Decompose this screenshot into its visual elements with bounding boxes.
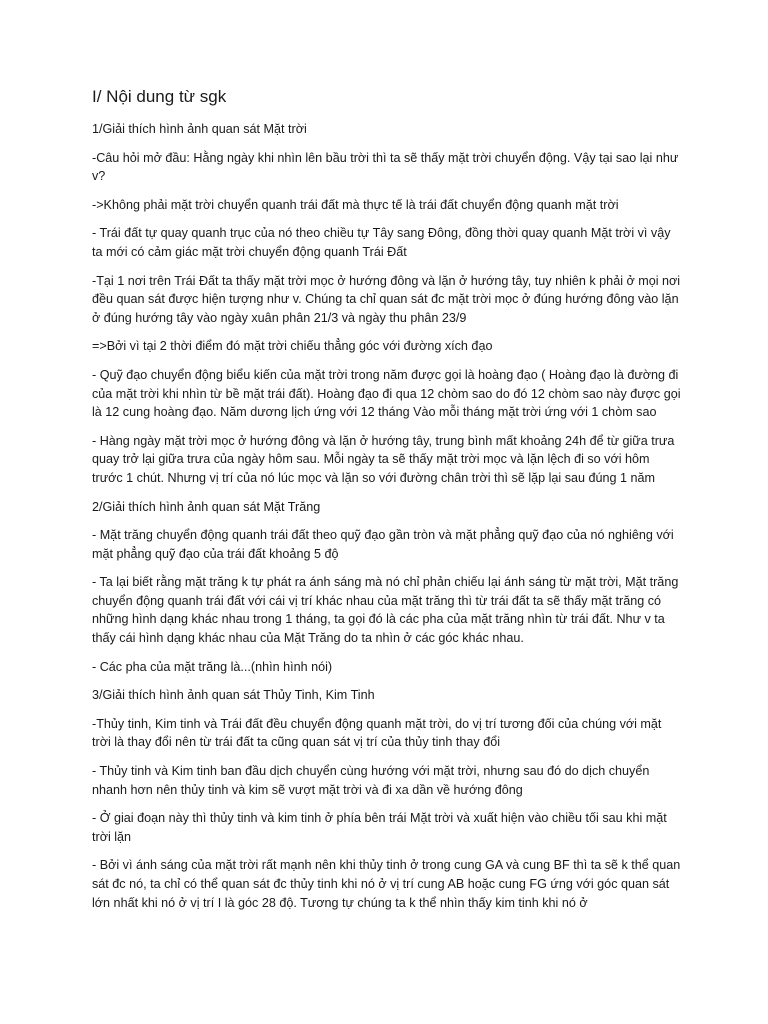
paragraph: - Bởi vì ánh sáng của mặt trời rất mạnh nên khi thủy tinh ở trong cung GA và cung BF thì ta sẽ k thể quan sát đc nó, ta chỉ có thể quan sát đc thủy tinh khi nó ở vị trí cung AB hoặc cung FG ứng với góc quan sát lớn nhất khi nó ở vị trí I là góc 28 độ. Tương tự chúng ta k thể nhìn thấy kim tinh khi nó ở <box>92 858 681 910</box>
paragraph: =>Bởi vì tại 2 thời điểm đó mặt trời chiếu thẳng góc với đường xích đạo <box>92 339 493 354</box>
paragraph: - Mặt trăng chuyển động quanh trái đất theo quỹ đạo gần tròn và mặt phẳng quỹ đạo của nó nghiêng với mặt phẳng quỹ đạo của trái đất khoảng 5 độ <box>92 528 674 561</box>
document-page <box>92 86 682 922</box>
paragraph: -Câu hỏi mở đầu: Hằng ngày khi nhìn lên bầu trời thì ta sẽ thấy mặt trời chuyển động. Vậy tại sao lại như v? <box>92 150 679 184</box>
paragraph: - Hàng ngày mặt trời mọc ở hướng đông và lặn ở hướng tây, trung bình mất khoảng 24h để từ giữa trưa quay trở lại giữa trưa của ngày hôm sau. Mỗi ngày ta sẽ thấy mặt trời mọc và lặn lệch đi so với hôm trước 1 chút. Nhưng vị trí của nó lúc mọc và lặn so với đường chân trời thì sẽ lặp lại sau đúng 1 năm <box>92 433 675 485</box>
paragraph: - Các pha của mặt trăng là...(nhìn hình nói) <box>92 659 333 674</box>
paragraph: ->Không phải mặt trời chuyển quanh trái đất mà thực tế là trái đất chuyển động quanh mặt trời <box>92 197 619 212</box>
paragraph: - Quỹ đạo chuyển động biểu kiến của mặt trời trong năm được gọi là hoàng đạo ( Hoàng đạo là đường đi của mặt trời khi nhìn từ bề mặt trái đất). Hoàng đạo đi qua 12 chòm sao do đó 12 chòm sao này được gọi là 12 cung hoàng đạo. Năm dương lịch ứng với 12 tháng Vào mỗi tháng mặt trời ứng với 1 chòm sao <box>92 367 681 420</box>
paragraph: - Ở giai đoạn này thì thủy tinh và kim tinh ở phía bên trái Mặt trời và xuất hiện vào chiều tối sau khi mặt trời lặn <box>92 811 667 844</box>
section-heading-mercury-venus: 3/Giải thích hình ảnh quan sát Thủy Tinh, Kim Tinh <box>92 688 375 703</box>
document-title: I/ Nội dung từ sgk <box>92 87 227 106</box>
paragraph: -Thủy tinh, Kim tinh và Trái đất đều chuyển động quanh mặt trời, do vị trí tương đối của chúng với mặt trời là thay đổi nên từ trái đất ta cũng quan sát vị trí của thủy tinh thay đổi <box>92 716 662 750</box>
paragraph: -Tại 1 nơi trên Trái Đất ta thấy mặt trời mọc ở hướng đông và lặn ở hướng tây, tuy nhiên k phải ở mọi nơi đều quan sát được hiện tượng như v. Chúng ta chỉ quan sát đc mặt trời mọc ở đúng hướng đông vào lặn ở đúng hướng tây vào ngày xuân phân 21/3 và ngày thu phân 23/9 <box>92 273 681 325</box>
paragraph: - Trái đất tự quay quanh trục của nó theo chiều tự Tây sang Đông, đồng thời quay quanh Mặt trời vì vậy ta mới có cảm giác mặt trời chuyển động quanh Trái Đất <box>92 226 671 259</box>
paragraph: - Thủy tinh và Kim tinh ban đầu dịch chuyển cùng hướng với mặt trời, nhưng sau đó do dịch chuyển nhanh hơn nên thủy tinh và kim sẽ vượt mặt trời và đi xa dần về hướng đông <box>92 764 650 797</box>
section-heading-moon: 2/Giải thích hình ảnh quan sát Mặt Trăng <box>92 499 321 514</box>
section-heading-sun: 1/Giải thích hình ảnh quan sát Mặt trời <box>92 122 307 136</box>
paragraph: - Ta lại biết rằng mặt trăng k tự phát ra ánh sáng mà nó chỉ phản chiếu lại ánh sáng từ mặt trời, Mặt trăng chuyển động quanh trái đất với cái vị trí khác nhau của mặt trăng thì từ trái đất ta sẽ thấy mặt trăng có những hình dạng khác nhau trong 1 tháng, ta gọi đó là các pha của mặt trăng nhìn từ trái đất. Như v ta thấy cái hình dạng khác nhau của Mặt Trăng do ta nhìn ở các góc khác nhau. <box>92 575 679 646</box>
